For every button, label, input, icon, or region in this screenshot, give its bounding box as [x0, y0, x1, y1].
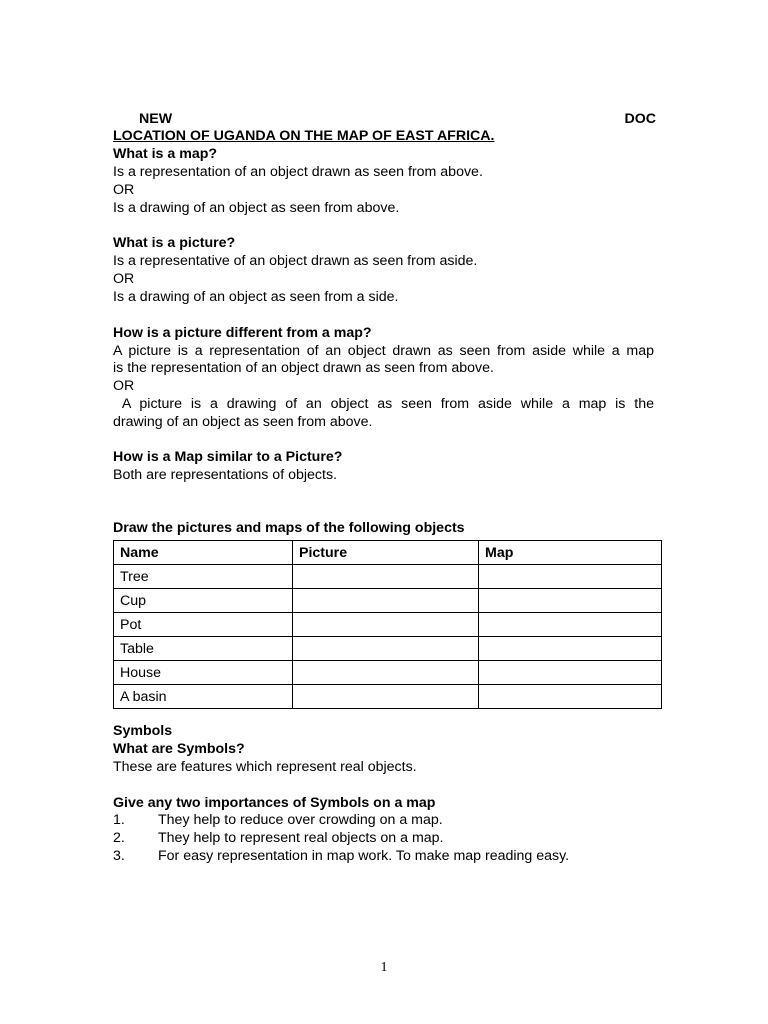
q1-question: What is a map?: [113, 146, 218, 162]
list-item-text: They help to reduce over crowding on a map.: [158, 812, 443, 828]
q3-answer1-line1: A picture is a representation of an object drawn as seen from aside while a map: [113, 343, 654, 359]
picture-cell: [293, 589, 479, 613]
q3-answer2-line2: drawing of an object as seen from above.: [113, 414, 373, 430]
table-header-row: [114, 541, 662, 565]
table-row: [114, 589, 662, 613]
row-name-cell: Pot: [114, 613, 293, 637]
q3-or: OR: [113, 378, 135, 394]
picture-cell: [293, 661, 479, 685]
picture-cell: [293, 613, 479, 637]
map-cell: [479, 685, 662, 709]
document-header: [113, 111, 656, 128]
q2-answer2: Is a drawing of an object as seen from a side.: [113, 289, 399, 305]
table-instruction: Draw the pictures and maps of the following objects: [113, 520, 465, 536]
objects-table: [113, 540, 662, 709]
table-row: [114, 685, 662, 709]
row-name-cell: House: [114, 661, 293, 685]
map-cell: [479, 661, 662, 685]
table-row: [114, 637, 662, 661]
list-item-number: 1.: [113, 812, 125, 828]
q3-answer1-line2: is the representation of an object drawn as seen from above.: [113, 360, 494, 376]
col-header-name: Name: [114, 541, 293, 565]
list-item-text: For easy representation in map work. To make map reading easy.: [158, 848, 570, 864]
picture-cell: [293, 637, 479, 661]
q2-or: OR: [113, 271, 135, 287]
importances-question: Give any two importances of Symbols on a map: [113, 795, 436, 811]
row-name-cell: Table: [114, 637, 293, 661]
map-cell: [479, 589, 662, 613]
symbols-heading: Symbols: [113, 723, 173, 739]
q2-answer1: Is a representative of an object drawn as seen from aside.: [113, 253, 478, 269]
q4-answer: Both are representations of objects.: [113, 467, 337, 483]
q3-question: How is a picture different from a map?: [113, 325, 372, 341]
row-name-cell: Tree: [114, 565, 293, 589]
q4-question: How is a Map similar to a Picture?: [113, 449, 343, 465]
col-header-picture: Picture: [293, 541, 479, 565]
map-cell: [479, 613, 662, 637]
row-name-cell: A basin: [114, 685, 293, 709]
list-item-number: 2.: [113, 830, 125, 846]
symbols-answer: These are features which represent real objects.: [113, 759, 417, 775]
header-left: NEW: [139, 111, 173, 127]
row-name-cell: Cup: [114, 589, 293, 613]
q1-answer1: Is a representation of an object drawn as seen from above.: [113, 164, 483, 180]
picture-cell: [293, 685, 479, 709]
table-row: [114, 661, 662, 685]
page-number: 1: [380, 960, 388, 975]
list-item-text: They help to represent real objects on a map.: [158, 830, 444, 846]
q1-or: OR: [113, 182, 135, 198]
q1-answer2: Is a drawing of an object as seen from above.: [113, 200, 400, 216]
list-item-number: 3.: [113, 848, 125, 864]
q3-answer2-line1: A picture is a drawing of an object as seen from aside while a map is the: [113, 396, 654, 412]
col-header-map: Map: [479, 541, 662, 565]
document-title: LOCATION OF UGANDA ON THE MAP OF EAST AFRICA.: [113, 128, 495, 144]
table-row: [114, 565, 662, 589]
header-right: DOC: [624, 111, 656, 127]
picture-cell: [293, 565, 479, 589]
q2-question: What is a picture?: [113, 235, 236, 251]
symbols-question: What are Symbols?: [113, 741, 245, 757]
map-cell: [479, 637, 662, 661]
table-row: [114, 613, 662, 637]
map-cell: [479, 565, 662, 589]
